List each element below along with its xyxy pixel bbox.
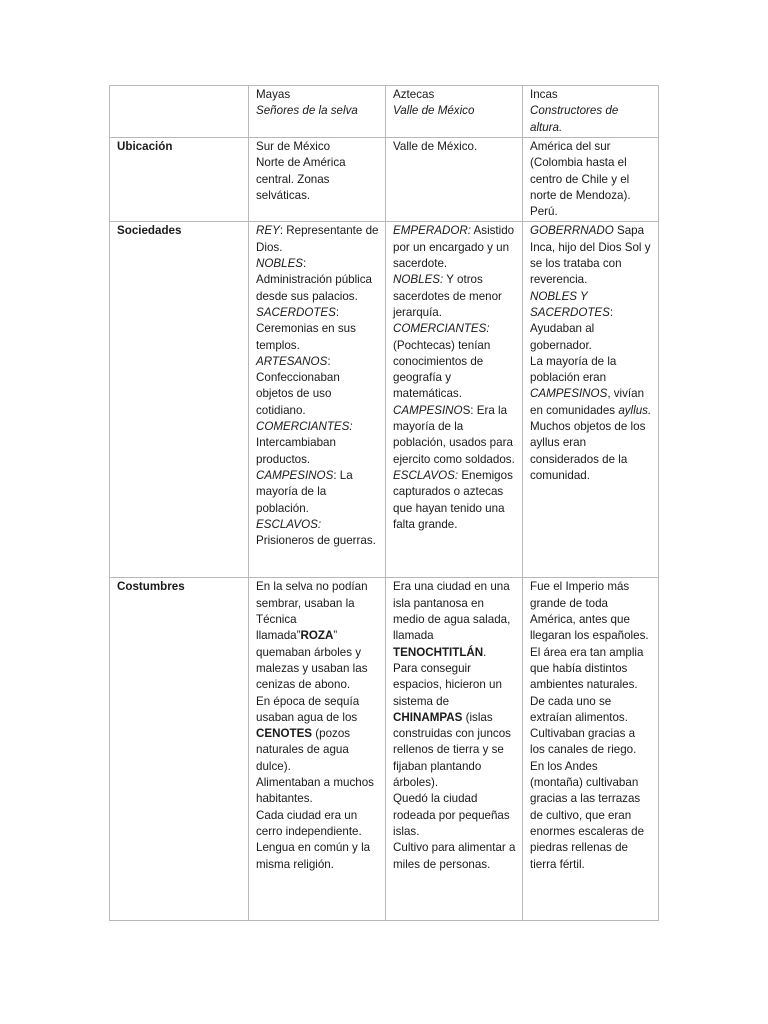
- cell-ubicacion-mayas: [249, 138, 386, 222]
- term-comerciantes: COMERCIANTES:: [256, 420, 353, 434]
- row-label-sociedades: Sociedades: [110, 222, 249, 578]
- paragraph-cerro: Cada ciudad era un cerro independiente.: [256, 808, 362, 838]
- paragraph-chinampas: [393, 661, 517, 791]
- paragraph-imperio: Fue el Imperio más grande de toda América, antes que llegaran los españoles.: [530, 580, 649, 643]
- desc-esclavos: Enemigos capturados o aztecas que hayan tenido una falta grande.: [393, 468, 513, 531]
- entry-comerciantes: [256, 419, 380, 468]
- desc-campesinos: S: Era la mayoría de la población, usados para ejercito como soldados.: [393, 403, 515, 466]
- paragraph-cenotes: [256, 694, 380, 775]
- term-roza: ROZA: [300, 629, 334, 643]
- header-subtitle-mayas: Señores de la selva: [256, 104, 358, 118]
- paragraph-islas: Quedó la ciudad rodeada por pequeñas islas.: [393, 792, 510, 838]
- text-line: América del sur (Colombia hasta el centro de Chile y el norte de Mendoza). Perú.: [530, 140, 631, 219]
- desc-esclavos: Prisioneros de guerras.: [256, 534, 376, 548]
- cell-sociedades-aztecas: [386, 222, 523, 578]
- cell-costumbres-aztecas: [386, 578, 523, 921]
- paragraph-lengua: Lengua en común y la misma religión.: [256, 841, 371, 871]
- text-line: Sur de México: [256, 140, 331, 153]
- desc-gobernado: Sapa Inca, hijo del Dios Sol y se los trataba con reverencia.: [530, 224, 651, 287]
- paragraph-roza: [256, 579, 380, 693]
- entry-nobles-sacerdotes: [530, 289, 653, 354]
- entry-esclavos: [393, 468, 517, 533]
- cell-costumbres-incas: [523, 578, 659, 921]
- term-campesinos: CAMPESINOS: [256, 468, 334, 482]
- header-subtitle-aztecas: Valle de México: [393, 104, 475, 118]
- entry-artesanos: [256, 354, 380, 419]
- entry-campesinos: [256, 468, 380, 517]
- empty-corner-cell: [110, 86, 249, 138]
- term-artesanos: ARTESANOS: [256, 354, 328, 368]
- paragraph-andes: En los Andes (montaña) cultivaban gracias a las terrazas de cultivo, que eran enormes escaleras de piedras rellenas de tierra fértil.: [530, 759, 645, 871]
- term-comerciantes: COMERCIANTES:: [393, 322, 490, 336]
- header-title-incas: Incas: [530, 88, 558, 101]
- term-nobles: NOBLES: [256, 257, 304, 271]
- entry-poblacion: [530, 354, 653, 484]
- text-segment: Era una ciudad en una isla pantanosa en medio de agua salada, llamada: [393, 580, 511, 643]
- desc-artesanos: : Confeccionaban objetos de uso cotidiano.: [256, 354, 340, 417]
- paragraph-area: El área era tan amplia que había distintos ambientes naturales. De cada uno se extraían alimentos.: [530, 645, 644, 724]
- cell-sociedades-mayas: [249, 222, 386, 578]
- desc-emperador: Asistido por un encargado y un sacerdote.: [393, 224, 515, 271]
- desc-sacerdotes: : Ceremonias en sus templos.: [256, 305, 356, 352]
- table-row-sociedades: [110, 222, 659, 578]
- text-segment: .: [483, 645, 487, 659]
- desc-poblacion-2: , vivían en comunidades: [530, 387, 645, 417]
- desc-nobles: Y otros sacerdotes de menor jerarquía.: [393, 273, 502, 319]
- desc-rey: : Representante de Dios.: [256, 224, 379, 254]
- term-campesinos: CAMPESINOS: [530, 387, 608, 401]
- text-segment: Para conseguir espacios, hicieron un sistema de: [393, 661, 502, 708]
- entry-sacerdotes: [256, 305, 380, 354]
- cell-ubicacion-aztecas: [386, 138, 523, 222]
- entry-emperador: [393, 223, 517, 272]
- header-cell-incas: [523, 86, 659, 138]
- header-row: [110, 86, 659, 138]
- table-row-costumbres: [110, 578, 659, 921]
- text-segment: En la selva no podían sembrar, usaban la Técnica llamada”: [256, 580, 368, 643]
- text-segment: (pozos naturales de agua dulce).: [256, 727, 351, 773]
- desc-comerciantes: Intercambiaban productos.: [256, 436, 336, 466]
- header-cell-aztecas: [386, 86, 523, 138]
- term-esclavos: ESCLAVOS:: [393, 468, 459, 482]
- entry-nobles: [393, 272, 517, 321]
- term-tenochtitlan: TENOCHTITLÁN: [393, 645, 484, 659]
- table-row-ubicacion: [110, 138, 659, 222]
- term-chinampas: CHINAMPAS: [393, 710, 463, 724]
- cell-ubicacion-incas: [523, 138, 659, 222]
- header-subtitle-incas: Constructores de altura.: [530, 104, 619, 134]
- desc-poblacion-3: Muchos objetos de los ayllus eran considerados de la comunidad.: [530, 420, 646, 482]
- text-segment: ” quemaban árboles y malezas y usaban las cenizas de abono.: [256, 629, 368, 692]
- entry-comerciantes: [393, 321, 517, 402]
- cell-costumbres-mayas: [249, 578, 386, 921]
- term-rey: REY: [256, 224, 280, 238]
- paragraph-habitantes: Alimentaban a muchos habitantes.: [256, 776, 374, 806]
- term-cenotes: CENOTES: [256, 727, 313, 741]
- entry-esclavos: [256, 517, 380, 550]
- row-label-ubicacion: Ubicación: [110, 138, 249, 222]
- desc-nobles: : Administración pública desde sus palacios.: [256, 257, 372, 303]
- header-cell-mayas: [249, 86, 386, 138]
- paragraph-riego: Cultivaban gracias a los canales de riego.: [530, 727, 637, 757]
- header-title-mayas: Mayas: [256, 88, 291, 101]
- desc-poblacion-1: La mayoría de la población eran: [530, 354, 617, 385]
- term-sacerdotes: SACERDOTES: [256, 305, 336, 319]
- text-line: Valle de México.: [393, 140, 478, 153]
- header-title-aztecas: Aztecas: [393, 88, 435, 101]
- text-segment: En época de sequía usaban agua de los: [256, 694, 360, 724]
- entry-gobernado: [530, 223, 653, 288]
- entry-campesinos: [393, 403, 517, 468]
- term-emperador: EMPERADOR:: [393, 224, 471, 238]
- cell-sociedades-incas: [523, 222, 659, 578]
- paragraph-cultivo: Cultivo para alimentar a miles de personas.: [393, 841, 516, 871]
- paragraph-tenochtitlan: [393, 579, 517, 660]
- desc-comerciantes: (Pochtecas) tenían conocimientos de geografía y matemáticas.: [393, 338, 491, 401]
- desc-nobles-sacerdotes: : Ayudaban al gobernador.: [530, 305, 614, 352]
- civilizations-table: [109, 85, 659, 921]
- entry-nobles: [256, 256, 380, 305]
- term-campesinos: CAMPESINO: [393, 403, 463, 417]
- entry-rey: [256, 223, 380, 256]
- term-nobles-sacerdotes: NOBLES Y SACERDOTES: [530, 289, 610, 319]
- text-segment: (islas construidas con juncos rellenos de tierra y se fijaban plantando árboles).: [393, 710, 511, 790]
- desc-campesinos: : La mayoría de la población.: [256, 468, 353, 515]
- term-esclavos: ESCLAVOS:: [256, 517, 322, 531]
- term-gobernado: GOBERRNADO: [530, 224, 614, 238]
- text-line: Norte de América central. Zonas selváticas.: [256, 156, 346, 202]
- row-label-costumbres: Costumbres: [110, 578, 249, 921]
- term-nobles: NOBLES:: [393, 273, 444, 287]
- term-ayllus: ayllus.: [618, 403, 652, 417]
